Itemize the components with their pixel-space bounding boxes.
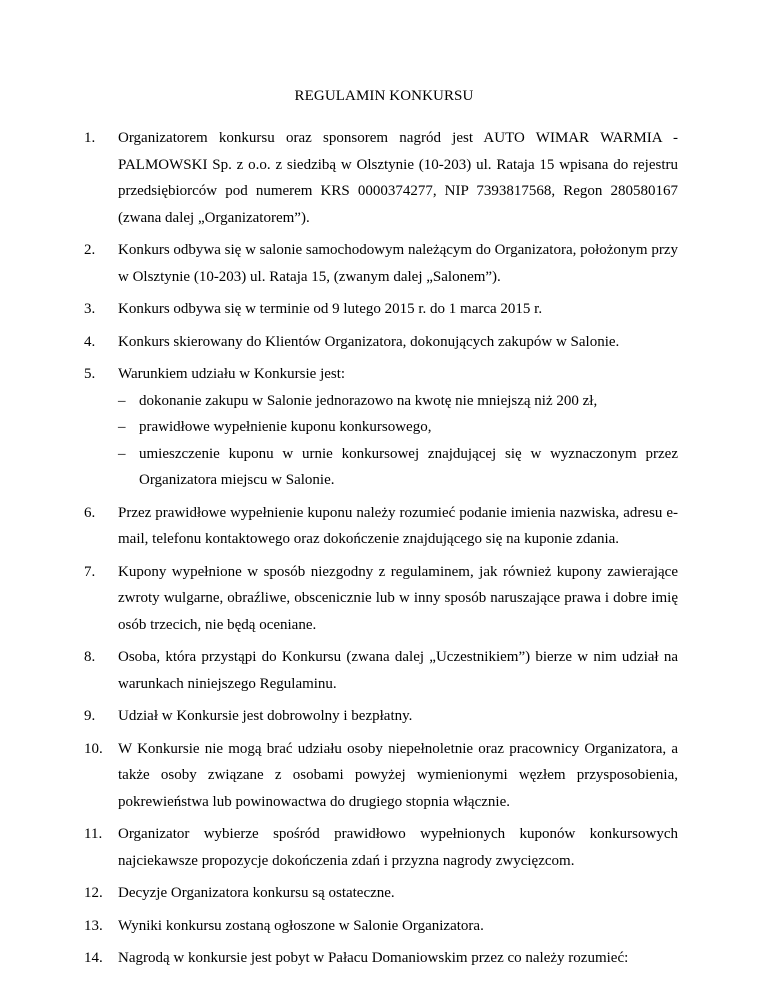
rule-text: Udział w Konkursie jest dobrowolny i bezpłatny. xyxy=(118,708,413,724)
rule-number: 8. xyxy=(84,649,96,665)
rule-text: Osoba, która przystąpi do Konkursu (zwana dalej „Uczestnikiem”) bierze w nim udział na warunkach niniejszego Regulaminu. xyxy=(118,649,678,692)
rule-text: Organizatorem konkursu oraz sponsorem nagród jest AUTO WIMAR WARMIA - PALMOWSKI Sp. z o.o. z siedzibą w Olsztynie (10-203) ul. Rataja 15 wpisana do rejestru przedsiębiorców pod numerem KRS 0000374277, NIP 7393817568, Regon 280580167 (zwana dalej „Organizatorem”). xyxy=(118,130,678,226)
rule-item xyxy=(84,945,678,972)
rule-item xyxy=(84,736,678,816)
rule-item xyxy=(84,329,678,356)
dash-bullet: – xyxy=(118,392,126,409)
dash-bullet: – xyxy=(118,445,126,462)
rule-text: Konkurs skierowany do Klientów Organizatora, dokonujących zakupów w Salonie. xyxy=(118,333,620,350)
rule-number: 1. xyxy=(84,130,96,146)
sublist-text: umieszczenie kuponu w urnie konkursowej znajdującej się w wyznaczonym przez Organizatora miejscu w Salonie. xyxy=(139,445,678,488)
rule-number: 13. xyxy=(84,917,103,934)
rule-item xyxy=(84,644,678,697)
rule-text: W Konkursie nie mogą brać udziału osoby niepełnoletnie oraz pracownicy Organizatora, a także osoby związane z osobami powyżej wymienionymi węzłem przysposobienia, pokrewieństwa lub powinowactwa do drugiego stopnia włącznie. xyxy=(118,740,678,810)
rule-number: 4. xyxy=(84,333,96,350)
rule-item xyxy=(84,237,678,290)
rule-text: Nagrodą w konkursie jest pobyt w Pałacu Domaniowskim przez co należy rozumieć: xyxy=(118,950,629,966)
rule-number: 12. xyxy=(84,885,103,901)
sublist-item xyxy=(118,414,678,441)
rule-number: 7. xyxy=(84,563,96,580)
sublist-item xyxy=(118,388,678,415)
sublist-text: prawidłowe wypełnienie kuponu konkursowego, xyxy=(139,419,432,435)
rule-text: Konkurs odbywa się w salonie samochodowym należącym do Organizatora, położonym przy w Olsztynie (10-203) ul. Rataja 15, (zwanym dalej „Salonem”). xyxy=(118,242,678,285)
rule-item xyxy=(84,821,678,874)
rule-text: Organizator wybierze spośród prawidłowo wypełnionych kuponów konkursowych najciekawsze propozycje dokończenia zdań i przyzna nagrody zwycięzcom. xyxy=(118,826,678,869)
rule-item xyxy=(84,703,678,730)
rule-text: Przez prawidłowe wypełnienie kuponu należy rozumieć podanie imienia nazwiska, adresu e-mail, telefonu kontaktowego oraz dokończenie znajdującego się na kuponie zdania. xyxy=(118,504,678,547)
rule-number: 2. xyxy=(84,242,96,258)
rule-number: 11. xyxy=(84,826,103,842)
rule-item xyxy=(84,296,678,323)
rule-sublist xyxy=(118,388,678,494)
rule-number: 5. xyxy=(84,366,96,382)
rule-text: Kupony wypełnione w sposób niezgodny z regulaminem, jak również kupony zawierające zwroty wulgarne, obraźliwe, obscenicznie lub w inny sposób naruszające prawa i dobre imię osób trzecich, nie będą oceniane. xyxy=(118,563,678,633)
rule-number: 9. xyxy=(84,708,96,724)
rules-list xyxy=(84,125,678,978)
sublist-item xyxy=(118,441,678,494)
rule-item xyxy=(84,500,678,553)
rule-text: Decyzje Organizatora konkursu są ostateczne. xyxy=(118,885,395,901)
rule-number: 10. xyxy=(84,740,103,757)
sublist-text: dokonanie zakupu w Salonie jednorazowo na kwotę nie mniejszą niż 200 zł, xyxy=(139,392,598,409)
rule-item xyxy=(84,913,678,940)
rule-item xyxy=(84,880,678,907)
rule-item xyxy=(84,361,678,494)
dash-bullet: – xyxy=(118,419,126,435)
rule-number: 6. xyxy=(84,504,96,521)
rule-text: Wyniki konkursu zostaną ogłoszone w Salonie Organizatora. xyxy=(118,917,484,934)
rule-item xyxy=(84,125,678,231)
rule-number: 3. xyxy=(84,301,96,317)
rule-number: 14. xyxy=(84,950,103,966)
document-title: REGULAMIN KONKURSU xyxy=(294,88,474,104)
rule-item xyxy=(84,559,678,639)
rule-text: Konkurs odbywa się w terminie od 9 lutego 2015 r. do 1 marca 2015 r. xyxy=(118,301,543,317)
rule-text: Warunkiem udziału w Konkursie jest: xyxy=(118,366,346,382)
